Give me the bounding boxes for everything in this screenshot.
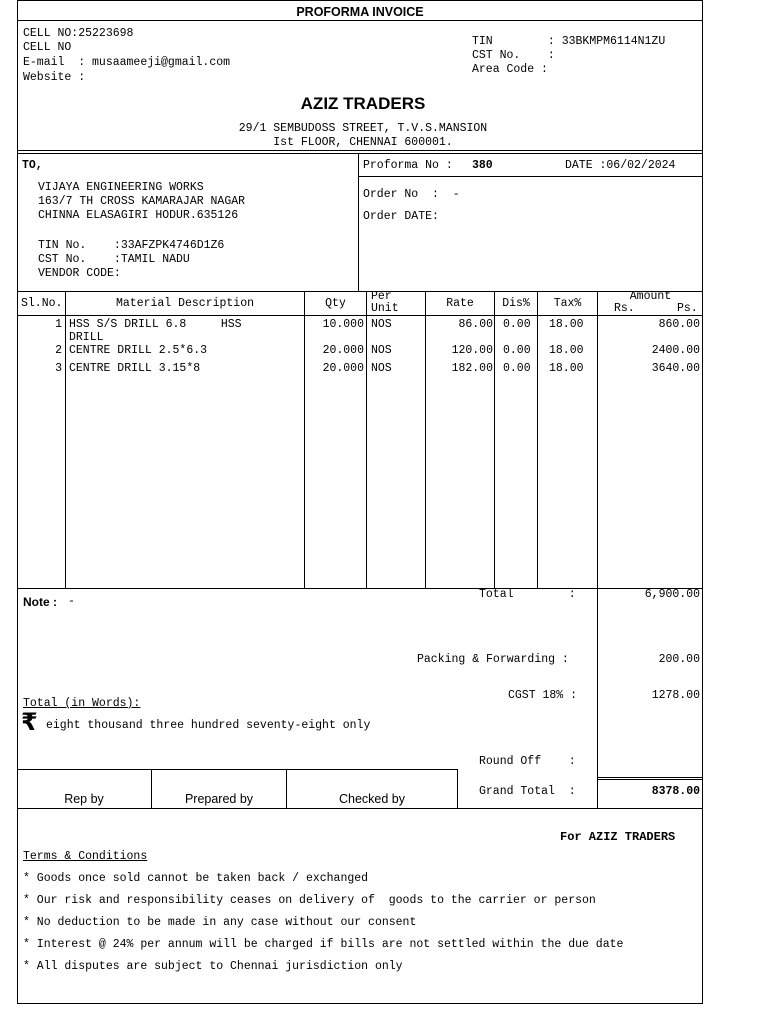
buyer-tin: TIN No. :33AFZPK4746D1Z6 bbox=[38, 239, 225, 252]
seller-email: E-mail : musaameeji@gmail.com bbox=[23, 56, 231, 69]
item-rate: 86.00 bbox=[458, 318, 493, 331]
invoice-title: PROFORMA INVOICE bbox=[296, 5, 424, 19]
item-unit: NOS bbox=[371, 344, 392, 357]
divider bbox=[17, 315, 703, 316]
divider bbox=[17, 20, 703, 21]
item-amount: 2400.00 bbox=[651, 344, 700, 357]
terms-line: * Interest @ 24% per annum will be charged if bills are not settled within the due date bbox=[23, 938, 624, 951]
seller-cst: CST No. : bbox=[472, 49, 555, 62]
for-company: For AZIZ TRADERS bbox=[560, 830, 676, 844]
item-tax: 18.00 bbox=[549, 318, 584, 331]
item-rate: 120.00 bbox=[451, 344, 493, 357]
total-in-words-label: Total (in Words): bbox=[23, 697, 141, 710]
column-divider bbox=[597, 588, 598, 808]
column-divider bbox=[366, 291, 367, 588]
col-header-rate: Rate bbox=[446, 297, 474, 310]
note-value: - bbox=[68, 595, 75, 608]
total-value: 6,900.00 bbox=[644, 588, 700, 601]
packing-label: Packing & Forwarding : bbox=[417, 653, 569, 666]
divider bbox=[597, 779, 703, 780]
company-name: AZIZ TRADERS bbox=[300, 94, 426, 113]
company-address-2: Ist FLOOR, CHENNAI 600001. bbox=[273, 136, 453, 149]
rep-by-label: Rep by bbox=[64, 792, 104, 806]
column-divider bbox=[65, 291, 66, 588]
note-label: Note : bbox=[23, 595, 57, 609]
rupee-icon: ₹ bbox=[21, 709, 38, 736]
packing-value: 200.00 bbox=[658, 653, 700, 666]
order-date: Order DATE: bbox=[363, 210, 439, 223]
checked-by-label: Checked by bbox=[338, 792, 405, 806]
col-header-per: Per bbox=[371, 290, 392, 303]
item-sl: 3 bbox=[55, 362, 62, 375]
item-sl: 1 bbox=[55, 318, 62, 331]
col-header-rs: Rs. bbox=[614, 302, 635, 315]
col-header-ps: Ps. bbox=[677, 302, 698, 315]
item-tax: 18.00 bbox=[549, 344, 584, 357]
item-rate: 182.00 bbox=[451, 362, 493, 375]
divider bbox=[17, 153, 703, 154]
column-divider bbox=[425, 291, 426, 588]
proforma-no-label: Proforma No : bbox=[363, 159, 453, 172]
column-divider bbox=[494, 291, 495, 588]
divider bbox=[17, 150, 703, 151]
divider bbox=[597, 777, 703, 778]
order-no: Order No : - bbox=[363, 188, 460, 201]
total-label: Total : bbox=[479, 588, 576, 601]
col-header-sl: Sl.No. bbox=[21, 297, 63, 310]
buyer-cst: CST No. :TAMIL NADU bbox=[38, 253, 190, 266]
divider bbox=[17, 769, 457, 770]
item-qty: 10.000 bbox=[322, 318, 364, 331]
seller-website: Website : bbox=[23, 71, 86, 84]
terms-line: * All disputes are subject to Chennai jurisdiction only bbox=[23, 960, 403, 973]
buyer-address-2: CHINNA ELASAGIRI HODUR.635126 bbox=[38, 209, 239, 222]
item-unit: NOS bbox=[371, 318, 392, 331]
col-header-description: Material Description bbox=[115, 297, 255, 310]
item-unit: NOS bbox=[371, 362, 392, 375]
seller-cell-1: CELL NO:25223698 bbox=[23, 27, 134, 40]
terms-line: * No deduction to be made in any case without our consent bbox=[23, 916, 417, 929]
column-divider bbox=[537, 291, 538, 588]
seller-cell-2: CELL NO bbox=[23, 41, 72, 54]
divider bbox=[358, 153, 359, 291]
column-divider bbox=[597, 291, 598, 588]
buyer-vendor-code: VENDOR CODE: bbox=[38, 267, 121, 280]
col-header-unit: Unit bbox=[371, 302, 399, 315]
seller-tin: TIN : 33BKMPM6114N1ZU bbox=[472, 35, 666, 48]
item-amount: 3640.00 bbox=[651, 362, 700, 375]
grand-total-label: Grand Total : bbox=[479, 785, 576, 798]
divider bbox=[457, 769, 458, 808]
col-header-amount: Amount bbox=[629, 290, 672, 303]
invoice-date: DATE :06/02/2024 bbox=[565, 159, 676, 172]
item-dis: 0.00 bbox=[503, 362, 531, 375]
item-dis: 0.00 bbox=[503, 318, 531, 331]
grand-total-value: 8378.00 bbox=[651, 785, 700, 798]
seller-area-code: Area Code : bbox=[472, 63, 548, 76]
item-description: CENTRE DRILL 3.15*8 bbox=[69, 362, 201, 375]
terms-line: * Our risk and responsibility ceases on delivery of goods to the carrier or person bbox=[23, 894, 596, 907]
cgst-label: CGST 18% : bbox=[508, 689, 578, 702]
divider bbox=[358, 176, 703, 177]
divider bbox=[17, 808, 703, 809]
total-in-words: eight thousand three hundred seventy-eight only bbox=[46, 719, 371, 732]
item-dis: 0.00 bbox=[503, 344, 531, 357]
prepared-by-label: Prepared by bbox=[184, 792, 254, 806]
buyer-name: VIJAYA ENGINEERING WORKS bbox=[38, 181, 204, 194]
item-description: CENTRE DRILL 2.5*6.3 bbox=[69, 344, 208, 357]
item-amount: 860.00 bbox=[658, 318, 700, 331]
col-header-qty: Qty bbox=[325, 297, 346, 310]
column-divider bbox=[304, 291, 305, 588]
cgst-value: 1278.00 bbox=[651, 689, 700, 702]
item-qty: 20.000 bbox=[322, 362, 364, 375]
item-description-cont: DRILL bbox=[69, 331, 104, 344]
item-qty: 20.000 bbox=[322, 344, 364, 357]
col-header-tax: Tax% bbox=[553, 297, 582, 310]
item-tax: 18.00 bbox=[549, 362, 584, 375]
terms-heading: Terms & Conditions bbox=[23, 850, 148, 863]
item-description: HSS S/S DRILL 6.8 HSS bbox=[69, 318, 242, 331]
round-off-label: Round Off : bbox=[479, 755, 576, 768]
terms-line: * Goods once sold cannot be taken back / exchanged bbox=[23, 872, 369, 885]
company-address-1: 29/1 SEMBUDOSS STREET, T.V.S.MANSION bbox=[238, 122, 488, 135]
item-sl: 2 bbox=[55, 344, 62, 357]
buyer-address-1: 163/7 TH CROSS KAMARAJAR NAGAR bbox=[38, 195, 246, 208]
to-label: TO, bbox=[22, 159, 43, 172]
proforma-no: 380 bbox=[472, 159, 493, 172]
col-header-dis: Dis% bbox=[502, 297, 530, 310]
